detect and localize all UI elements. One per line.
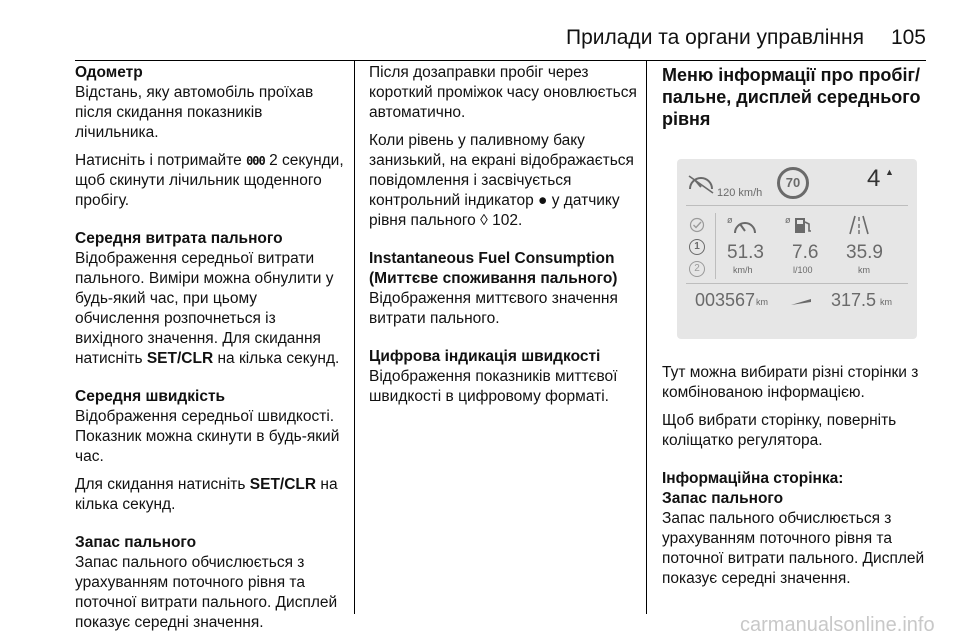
trip-unit: km [880, 297, 892, 307]
odometer-reset-a: Натисніть і потримайте [75, 152, 242, 169]
speed-limiter-icon [686, 171, 716, 195]
speed-sign-icon [777, 167, 809, 199]
low-fuel-note [369, 131, 637, 231]
digital-speed-desc: Відображення показників миттєвої швидкості в цифровому форматі. [369, 368, 618, 405]
fuel-range-heading: Запас пального [75, 534, 197, 551]
avg-consumption-button: SET/CLR [146, 350, 214, 367]
low-fuel-b: у датчику рівня пального [369, 192, 620, 229]
odometer-reset-symbol: 000 [246, 154, 265, 168]
avg-consumption-desc-b: на кілька секунд. [217, 350, 340, 367]
refuel-note: Після дозаправки пробіг через короткий проміжок часу оновлюється автоматично. [369, 64, 637, 121]
avg-fuel-icon [785, 214, 815, 236]
instant-consumption-heading-1: Instantaneous Fuel Consumption [369, 250, 615, 267]
range-unit: km [858, 265, 870, 275]
svg-text:ø: ø [785, 215, 791, 225]
gear-up-icon: ▲ [885, 167, 894, 177]
low-fuel-ref-page: 102. [492, 212, 523, 229]
speed-limit-value: 120 km/h [717, 187, 763, 199]
after-image-b: Щоб вибрати сторінку, поверніть коліщатко регулятора. [662, 412, 897, 449]
fuel-range-desc: Запас пального обчислюється з урахуванням поточного рівня та поточної витрати пального. Дисплей показує середні значення. [75, 554, 338, 631]
odometer-heading: Одометр [75, 64, 143, 81]
trip-1-icon: 1 [689, 239, 705, 255]
instant-consumption-desc: Відображення миттєвого значення витрати пального. [369, 290, 618, 327]
trip-check-icon [689, 217, 705, 233]
avg-speed-reset-a: Для скидання натисніть [75, 476, 246, 493]
speed-value: 51.3 [727, 242, 764, 263]
info-page-heading-2: Запас пального [662, 490, 784, 507]
range-value: 35.9 [846, 242, 883, 263]
avg-speed-desc: Відображення середньої швидкості. Показник можна скинути в будь-який час. [75, 408, 340, 465]
avg-consumption-desc [75, 249, 345, 369]
fuel-indicator-icon: ● [538, 192, 548, 209]
consumption-value: 7.6 [792, 242, 819, 263]
speed-sign-value: 70 [785, 175, 801, 190]
trip-value: 317.5 [831, 290, 877, 310]
odometer-unit: km [756, 297, 768, 307]
trip-meter-icon [789, 295, 813, 307]
menu-heading: Меню інформації про пробіг/ пальне, дисплей середнього рівня [662, 65, 921, 129]
consumption-unit: l/100 [793, 265, 813, 275]
odometer-reset-b: 2 секунди, щоб скинути лічильник щоденного пробігу. [75, 152, 344, 209]
avg-speed-button: SET/CLR [249, 476, 317, 493]
header-rule [75, 60, 926, 61]
column-3 [662, 64, 926, 130]
speed-unit: km/h [733, 265, 753, 275]
digital-speed-heading: Цифрова індикація швидкості [369, 348, 601, 365]
column-divider-1 [354, 61, 355, 614]
watermark: carmanualsonline.info [740, 614, 935, 636]
info-page-heading-1: Інформаційна сторінка: [662, 470, 844, 487]
avg-speed-reset-b: на кілька секунд. [75, 476, 338, 513]
page-header-title: Прилади та органи управління [566, 26, 864, 49]
avg-speed-icon [727, 214, 757, 236]
column-3-body [662, 363, 932, 597]
road-range-icon [847, 214, 871, 236]
odometer-value: 003567 [695, 290, 756, 310]
avg-speed-reset [75, 475, 345, 515]
info-display-image [677, 159, 917, 339]
info-page-desc: Запас пального обчислюється з урахуванням поточного рівня та поточної витрати пального. Дисплей показує середні значення. [662, 510, 925, 587]
column-1 [75, 63, 345, 641]
low-fuel-a: Коли рівень у паливному баку занизький, на екрані відображається повідомлення і засвічується контрольний індикатор [369, 132, 634, 209]
avg-consumption-heading: Середня витрата пального [75, 230, 283, 247]
page-ref-icon: ◊ [480, 212, 488, 229]
trip-2-icon: 2 [689, 261, 705, 277]
instant-consumption-heading-2: (Миттєве споживання пального) [369, 270, 618, 287]
odometer-reset [75, 151, 345, 211]
gear-indicator: 4 [867, 165, 881, 192]
after-image-a: Тут можна вибирати різні сторінки з комбінованою інформацією. [662, 364, 919, 401]
avg-speed-heading: Середня швидкість [75, 388, 226, 405]
column-divider-2 [646, 61, 647, 614]
avg-consumption-desc-a: Відображення середньої витрати пального. Виміри можна обнулити у будь-який час, при цьому обчислення розпочнеться із вихідного значення. Для скидання натисніть [75, 250, 334, 367]
column-2 [369, 63, 637, 415]
odometer-desc: Відстань, яку автомобіль проїхав після скидання показників лічильника. [75, 84, 314, 141]
page-number: 105 [890, 26, 926, 49]
svg-text:ø: ø [727, 215, 733, 225]
